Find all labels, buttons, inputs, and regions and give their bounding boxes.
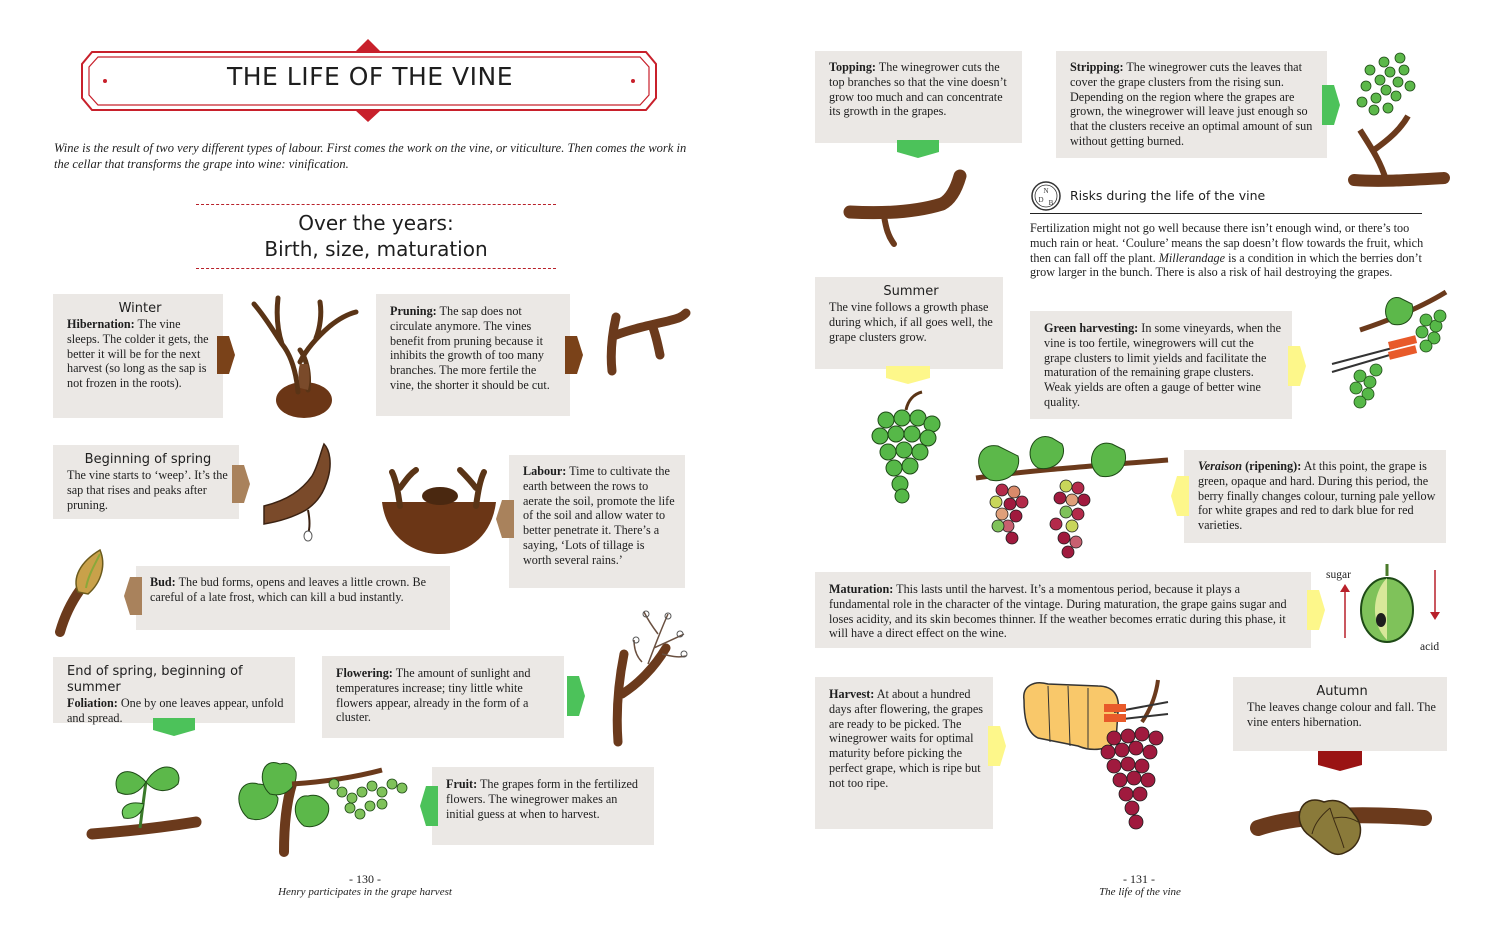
topping-text: The winegrower cuts the top branches so that the vine doesn’t grow too much and can concentrate its growth in the grapes.: [829, 60, 1007, 119]
foliation-text: One by one leaves appear, unfold and spread.: [67, 696, 284, 725]
footer-right: The life of the vine: [1099, 886, 1181, 898]
winter-tab-marker: [217, 336, 235, 374]
autumn-box: [1233, 677, 1447, 751]
page-number-right: - 131 -: [1123, 872, 1155, 886]
acid-down-arrow-icon: [1430, 570, 1440, 620]
flowering-label: Flowering:: [336, 666, 393, 680]
spring-text: The vine starts to ‘weep’. It’s the sap that rises and peaks after pruning.: [67, 468, 228, 512]
veraison-box: [1184, 450, 1446, 543]
pruning-label: Pruning:: [390, 304, 437, 318]
subtitle-line2: Birth, size, maturation: [264, 237, 488, 261]
maturation-box: [815, 572, 1311, 648]
stripping-text: The winegrower cuts the leaves that cover the grape clusters from the rising sun. Depending on the region where the grapes are grown, the winegrower will leave just enough so that the clusters receive an optimal amount of sun without getting burned.: [1070, 60, 1313, 148]
veraison-tab-marker: [1171, 476, 1189, 516]
hibernation-label: Hibernation:: [67, 317, 135, 331]
foliation-sprout-illustration: [88, 752, 200, 842]
risks-text-1: Fertilization might not go well because there isn’t enough wind, or there’s too much rain or heat. ‘Coulure’ means the sap doesn’t flow towards the fruit, which then can fall off the plant.: [1030, 221, 1424, 265]
labour-box: [509, 455, 685, 588]
stripping-tab-marker: [1322, 85, 1340, 125]
subtitle-rule-top: [196, 204, 556, 205]
weeping-vine-illustration: [258, 440, 358, 542]
autumn-text: The leaves change colour and fall. The vine enters hibernation.: [1247, 700, 1436, 729]
veraison-grapes-illustration: [972, 430, 1170, 564]
green-grape-cluster-illustration: [866, 390, 946, 504]
subtitle-rule-bottom: [196, 268, 556, 269]
flowering-tab-marker: [567, 676, 585, 716]
summer-text: The vine follows a growth phase during which, if all goes well, the grape clusters grow.: [829, 300, 993, 344]
bud-label: Bud:: [150, 575, 176, 589]
foliation-title: End of spring, beginning of summer: [67, 664, 243, 695]
risks-text-italic: Millerandage: [1158, 250, 1226, 265]
winter-title: Winter: [118, 301, 162, 316]
hibernation-text: The vine sleeps. The colder it gets, the better it will be for the next harvest (so long as the sap is not frozen in the roots).: [67, 317, 209, 391]
flowering-box: [322, 656, 564, 738]
summer-tab-marker: [886, 366, 930, 384]
spring-box: [53, 445, 239, 519]
veraison-label-2: (ripening):: [1242, 459, 1302, 473]
bud-text: The bud forms, opens and leaves a little crown. Be careful of a late frost, which can kill a bud instantly.: [150, 575, 426, 604]
stripped-vine-illustration: [1340, 50, 1450, 190]
grape-cross-section-illustration: [1357, 562, 1417, 646]
foliation-label: Foliation:: [67, 696, 118, 710]
fruit-tab-marker: [420, 786, 438, 826]
page-title: THE LIFE OF THE VINE: [226, 62, 514, 91]
stripping-box: [1056, 51, 1327, 158]
green-harvesting-label: Green harvesting:: [1044, 321, 1139, 335]
harvest-tab-marker: [988, 726, 1006, 766]
risks-text: [1030, 221, 1424, 280]
topping-box: [815, 51, 1022, 143]
green-harvesting-text: In some vineyards, when the vine is too fertile, winegrowers will cut the grape clusters to limit yields and facilitate the maturation of the remaining grape clusters. Weak yields are often a gauge of better wine quality.: [1044, 321, 1282, 409]
svg-text:N: N: [1043, 187, 1049, 195]
footer-left: Henry participates in the grape harvest: [278, 886, 452, 898]
autumn-tab-marker: [1318, 751, 1362, 771]
acid-label: acid: [1420, 641, 1440, 653]
fruit-label: Fruit:: [446, 777, 478, 791]
fruit-box: [432, 767, 654, 845]
topping-label: Topping:: [829, 60, 876, 74]
fruit-vine-illustration: [232, 748, 422, 856]
pruned-vine-illustration: [598, 305, 688, 375]
labour-label: Labour:: [523, 464, 567, 478]
labour-soil-illustration: [380, 466, 498, 556]
flowering-text: The amount of sunlight and temperatures increase; tiny little white flowers appear, already in the form of a cluster.: [336, 666, 531, 725]
autumn-fallen-leaf-illustration: [1254, 772, 1428, 864]
winter-vine-illustration: [248, 292, 360, 422]
stripping-label: Stripping:: [1070, 60, 1124, 74]
harvest-hand-grapes-illustration: [1018, 676, 1188, 852]
svg-text:D: D: [1038, 196, 1044, 204]
bud-illustration: [50, 548, 114, 634]
maturation-label: Maturation:: [829, 582, 894, 596]
risks-heading: Risks during the life of the vine: [1070, 188, 1266, 203]
foliation-box: [53, 657, 295, 723]
green-harvesting-tab-marker: [1288, 346, 1306, 386]
labour-text: Time to cultivate the earth between the rows to aerate the soil, promote the life of the soil and allow water to better penetrate it. There’s a saying, ‘Lots of tillage is worth several rains.’: [523, 464, 675, 567]
svg-text:B: B: [1048, 199, 1054, 207]
sugar-up-arrow-icon: [1340, 584, 1350, 638]
harvest-label: Harvest:: [829, 687, 875, 701]
summer-title: Summer: [883, 284, 939, 299]
green-harvesting-box: [1030, 311, 1292, 419]
summer-box: [815, 277, 1003, 369]
topped-vine-illustration: [846, 170, 972, 250]
sugar-label: sugar: [1326, 569, 1351, 581]
veraison-label: Veraison: [1198, 459, 1243, 473]
autumn-title: Autumn: [1316, 684, 1368, 699]
fruit-text: The grapes form in the fertilized flowers. The winegrower makes an initial guess at when to harvest.: [446, 777, 638, 821]
pruning-box: [376, 294, 570, 416]
bud-tab-marker: [124, 577, 142, 615]
topping-tab-marker: [897, 140, 939, 158]
ndb-badge-icon: [1030, 180, 1062, 212]
veraison-text: At this point, the grape is green, opaque and hard. During this period, the berry finally changes colour, turning pale yellow for white grapes and red to dark blue for red varieties.: [1198, 459, 1436, 533]
risks-rule: [1030, 213, 1422, 214]
flowering-vine-illustration: [598, 604, 690, 744]
spring-tab-marker: [232, 465, 250, 503]
maturation-text: This lasts until the harvest. It’s a momentous period, because it plays a fundamental role in the character of the vintage. During maturation, the grape gains sugar and loses acidity, and its skin becomes thinner. If the weather becomes erratic during this phase, it will have a direct effect on the wine.: [829, 582, 1287, 641]
bud-box: [136, 566, 450, 630]
harvest-text: At about a hundred days after flowering, the grapes are ready to be picked. The winegrower waits for optimal maturity before picking the perfect grape, which is ripe but not too ripe.: [829, 687, 983, 790]
page-number-left: - 130 -: [349, 872, 381, 886]
pruning-tab-marker: [565, 336, 583, 374]
harvest-box: [815, 677, 993, 829]
pruning-text: The sap does not circulate anymore. The vines benefit from pruning because it inhibits the growth of too many branches. The more fertile the vine, the shorter it should be cut.: [390, 304, 550, 392]
intro-text: Wine is the result of two very different types of labour. First comes the work on the vine, or viticulture. Then comes the work in the cellar that transforms the grape into wine: vinification.: [54, 141, 687, 171]
green-harvesting-illustration: [1330, 290, 1452, 426]
foliation-tab-marker: [153, 718, 195, 736]
risks-text-2: is a condition in which the berries don’t grow larger in the bunch. There is also a risk of hail destroying the grapes.: [1030, 250, 1422, 280]
labour-tab-marker: [496, 500, 514, 538]
subtitle-line1: Over the years:: [298, 211, 454, 235]
maturation-tab-marker: [1307, 590, 1325, 630]
winter-box: [53, 294, 223, 418]
spring-title: Beginning of spring: [84, 452, 212, 467]
